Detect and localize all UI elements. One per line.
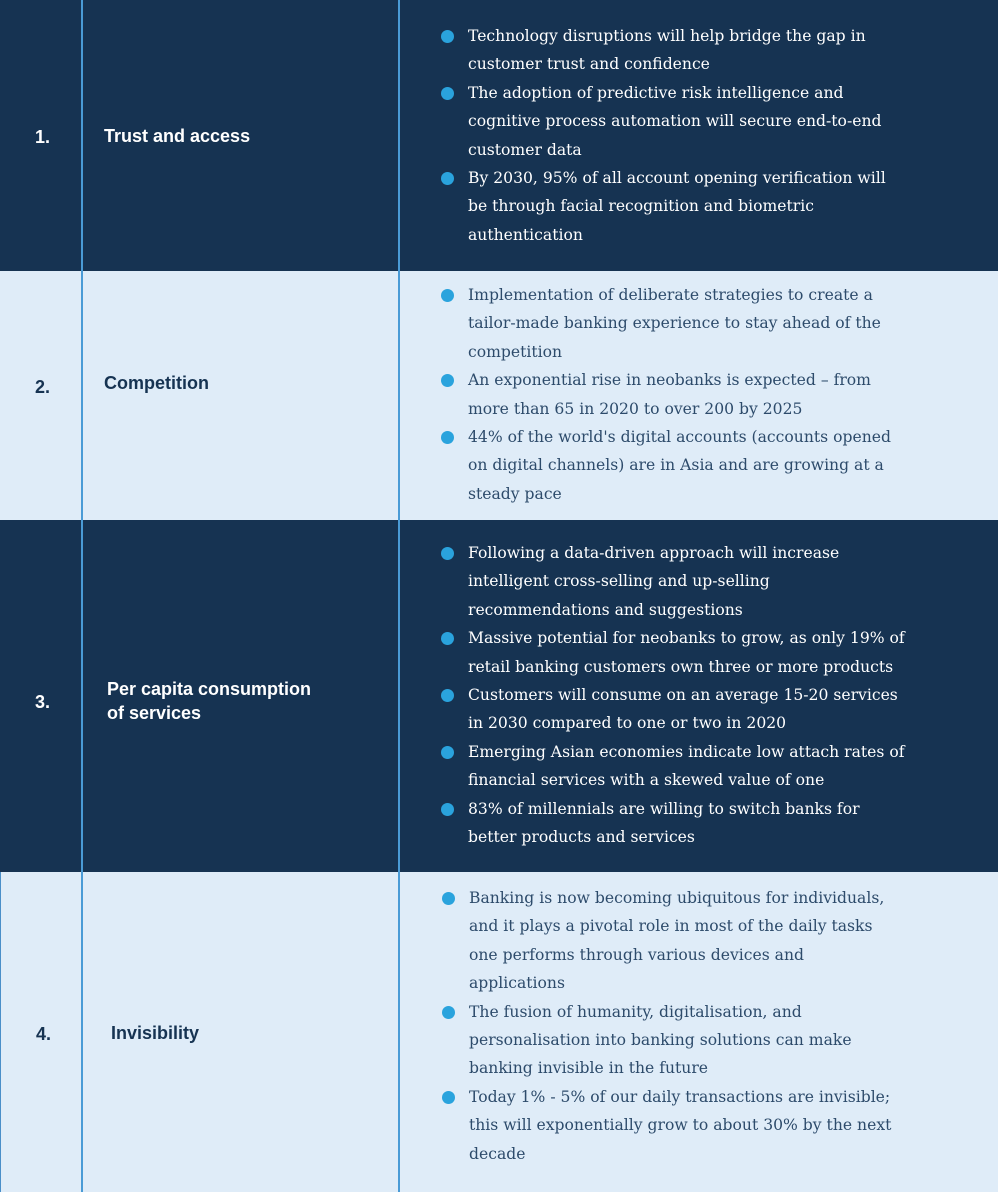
bullet-line: cognitive process automation will secure end-to-end xyxy=(468,112,882,131)
bullet-line: customer data xyxy=(468,140,582,159)
bullet-line: better products and services xyxy=(468,828,695,847)
bullet-item xyxy=(440,79,980,164)
column-divider xyxy=(398,0,400,1192)
bullet-line: 44% of the world's digital accounts (accounts opened xyxy=(468,428,891,447)
bullet-item xyxy=(440,423,980,508)
bullet-dot-icon xyxy=(442,1091,455,1104)
row-number: 2. xyxy=(35,377,51,397)
bullet-line: this will exponentially grow to about 30% by the next xyxy=(469,1116,892,1135)
topic-line: Per capita consumption xyxy=(107,679,312,699)
bullet-line: Banking is now becoming ubiquitous for individuals, xyxy=(469,889,885,907)
row-number: 1. xyxy=(35,127,51,147)
bullet-line: in 2030 compared to one or two in 2020 xyxy=(468,714,787,733)
bullet-item xyxy=(440,366,980,423)
topic-line: of services xyxy=(107,703,202,723)
bullet-line: Implementation of deliberate strategies to create a xyxy=(468,286,873,304)
bullet-line: retail banking customers own three or more products xyxy=(468,657,894,676)
bullet-dot-icon xyxy=(442,892,455,905)
bullet-item xyxy=(441,884,981,998)
bullet-line: By 2030, 95% of all account opening verification will xyxy=(468,169,886,188)
bullet-line: Technology disruptions will help bridge the gap in xyxy=(468,27,866,45)
table-row-invisibility xyxy=(0,872,998,1192)
bullet-item xyxy=(441,1083,981,1168)
bullet-dot-icon xyxy=(441,547,454,560)
topic-line: Trust and access xyxy=(104,126,251,146)
bullet-line: competition xyxy=(468,342,563,361)
bullet-line: Emerging Asian economies indicate low attach rates of xyxy=(468,742,905,761)
bullet-dot-icon xyxy=(441,289,454,302)
bullet-line: 83% of millennials are willing to switch banks for xyxy=(468,799,860,818)
bullet-line: intelligent cross-selling and up-selling xyxy=(468,572,770,591)
column-divider xyxy=(81,0,83,1192)
table-row-competition xyxy=(0,271,998,520)
bullet-list xyxy=(440,22,980,249)
bullet-dot-icon xyxy=(441,30,454,43)
bullet-item xyxy=(440,281,980,366)
bullet-line: Today 1% - 5% of our daily transactions are invisible; xyxy=(469,1087,891,1106)
topic-line: Competition xyxy=(104,373,209,393)
bullet-list xyxy=(441,884,981,1168)
bullet-line: tailor-made banking experience to stay ahead of the xyxy=(468,314,881,333)
bullet-item xyxy=(440,164,980,249)
bullet-line: authentication xyxy=(468,225,583,244)
row-number: 4. xyxy=(36,1024,52,1044)
bullet-line: and it plays a pivotal role in most of the daily tasks xyxy=(469,917,873,936)
bullet-line: one performs through various devices and xyxy=(469,945,805,964)
bullet-line: financial services with a skewed value of one xyxy=(468,771,825,790)
bullet-line: customer trust and confidence xyxy=(468,55,710,74)
bullet-item xyxy=(440,22,980,79)
bullet-item xyxy=(440,681,980,738)
bullet-list xyxy=(440,539,980,851)
bullet-dot-icon xyxy=(441,689,454,702)
bullet-line: Following a data-driven approach will increase xyxy=(468,544,840,562)
row-topic xyxy=(104,371,209,395)
bullet-dot-icon xyxy=(441,374,454,387)
table-row-per-capita-consumption xyxy=(0,520,998,872)
bullet-list xyxy=(440,281,980,508)
row-topic xyxy=(107,677,311,725)
table-row-trust-and-access xyxy=(0,0,998,271)
bullet-line: The fusion of humanity, digitalisation, and xyxy=(469,1002,802,1021)
bullet-line: on digital channels) are in Asia and are growing at a xyxy=(468,456,884,475)
bullet-line: An exponential rise in neobanks is expected – from xyxy=(468,371,871,390)
bullet-line: decade xyxy=(469,1144,526,1163)
bullet-item xyxy=(441,998,981,1083)
bullet-line: be through facial recognition and biometric xyxy=(468,197,814,216)
bullet-line: Massive potential for neobanks to grow, as only 19% of xyxy=(468,629,905,648)
row-number: 3. xyxy=(35,692,51,712)
bullet-dot-icon xyxy=(441,803,454,816)
bullet-line: more than 65 in 2020 to over 200 by 2025 xyxy=(468,399,803,418)
bullet-dot-icon xyxy=(442,1006,455,1019)
bullet-dot-icon xyxy=(441,746,454,759)
bullet-line: personalisation into banking solutions can make xyxy=(469,1031,852,1050)
bullet-line: Customers will consume on an average 15-20 services xyxy=(468,686,898,705)
bullet-dot-icon xyxy=(441,632,454,645)
bullet-line: recommendations and suggestions xyxy=(468,600,743,619)
bullet-dot-icon xyxy=(441,172,454,185)
topic-line: Invisibility xyxy=(111,1023,200,1043)
bullet-line: applications xyxy=(469,974,565,993)
bullet-line: steady pace xyxy=(468,484,562,503)
row-topic xyxy=(111,1021,199,1045)
bullet-item xyxy=(440,795,980,852)
bullet-item xyxy=(440,624,980,681)
bullet-dot-icon xyxy=(441,87,454,100)
bullet-line: The adoption of predictive risk intelligence and xyxy=(468,83,844,102)
bullet-dot-icon xyxy=(441,431,454,444)
row-topic xyxy=(104,124,250,148)
bullet-item xyxy=(440,738,980,795)
bullet-item xyxy=(440,539,980,624)
bullet-line: banking invisible in the future xyxy=(469,1059,709,1078)
